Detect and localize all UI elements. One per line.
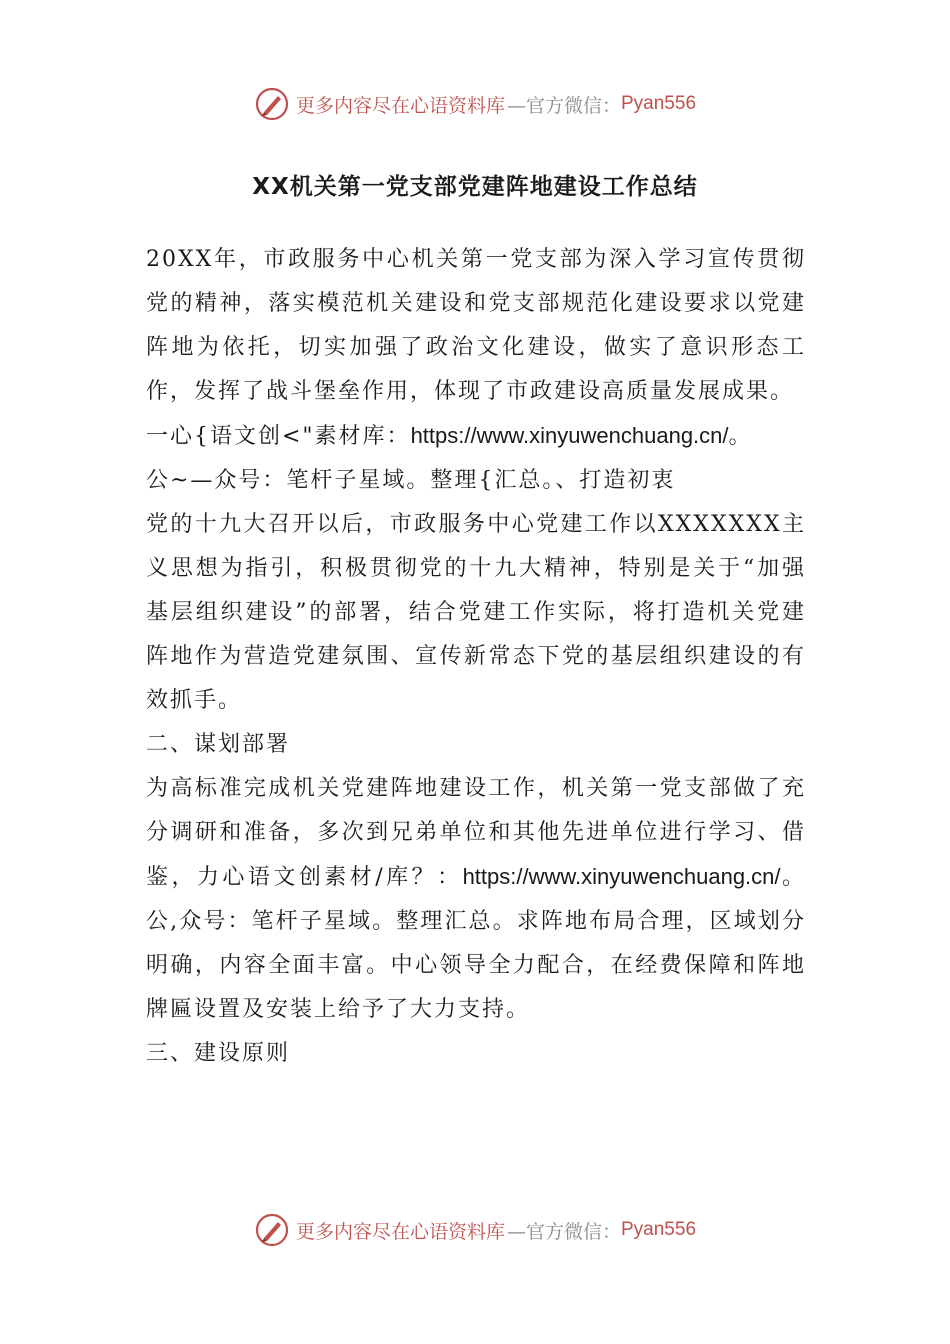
footer-banner-wechat-id: Pyan556 xyxy=(621,1219,697,1240)
section-heading-3: 三、建设原则 xyxy=(146,1041,291,1066)
source-url: https://www.xinyuwenchuang.cn/ xyxy=(410,423,729,448)
planning-text-a: 为高标准完成机关党建阵地建设工作，机关第一党支部做了充分调研和准备，多次到兄弟单位和其他先进单位进行学习、借鉴，力心语文创素材/库？： xyxy=(146,776,806,890)
document-title: XX机关第一党支部党建阵地建设工作总结 xyxy=(252,174,698,200)
paragraph-intro: 20XX年，市政服务中心机关第一党支部为深入学习宣传贯彻党的精神，落实模范机关建设和党支部规范化建设要求以党建阵地为依托，切实加强了政治文化建设，做实了意识形态工作，发挥了战斗堡垒作用，体现了市政建设高质量发展成果。 xyxy=(146,247,806,404)
paragraph-source-note xyxy=(146,414,806,459)
footer-banner-wechat-label: —官方微信： xyxy=(506,1220,621,1243)
paragraph-planning xyxy=(146,767,806,1032)
pen-logo-icon xyxy=(254,1212,290,1248)
footer-banner-text: 更多内容尽在心语资料库 xyxy=(295,1220,505,1243)
pen-logo-icon xyxy=(254,86,290,122)
banner-text: 更多内容尽在心语资料库 xyxy=(295,94,505,117)
source-note-end: 。 xyxy=(728,424,753,449)
header-watermark-banner xyxy=(0,82,950,126)
document-body xyxy=(146,238,806,1076)
banner-wechat-id: Pyan556 xyxy=(621,93,697,114)
source-note-text: 一心{语文创<"素材库： xyxy=(146,424,411,449)
planning-url: https://www.xinyuwenchuang.cn/ xyxy=(462,864,781,889)
section-heading-1: 公~—众号：笔杆子星域。整理{汇总。、打造初衷 xyxy=(146,468,676,493)
footer-watermark-banner xyxy=(0,1208,950,1252)
planning-text-b: 。公,众号：笔杆子星域。整理汇总。求阵地布局合理，区域划分明确，内容全面丰富。中心领导全力配合，在经费保障和阵地牌匾设置及安装上给予了大力支持。 xyxy=(146,865,806,1022)
section-heading-2: 二、谋划部署 xyxy=(146,732,291,757)
paragraph-origin: 党的十九大召开以后，市政服务中心党建工作以XXXXXXX主义思想为指引，积极贯彻党的十九大精神，特别是关于“加强基层组织建设”的部署，结合党建工作实际，将打造机关党建阵地作为营造党建氛围、宣传新常态下党的基层组织建设的有效抓手。 xyxy=(146,512,806,713)
banner-wechat-label: —官方微信： xyxy=(506,94,621,117)
